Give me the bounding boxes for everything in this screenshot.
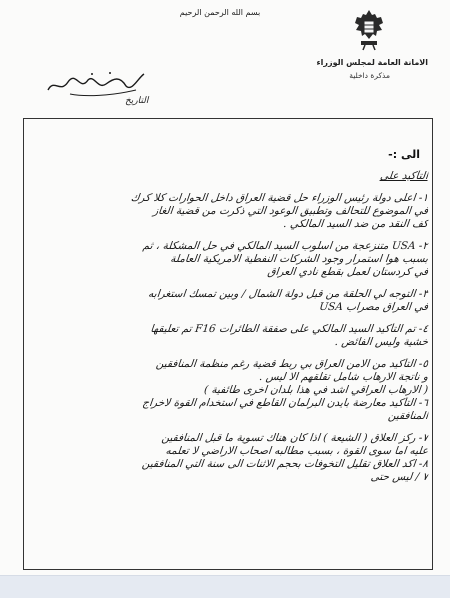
body-line: كف النقد من ضد السيد المالكي .: [282, 218, 429, 230]
body-line: في كردستان لعمل بقطع نادي العراق: [266, 266, 429, 278]
recipient-label: الى :-: [388, 148, 420, 161]
date-label: التاريخ: [125, 96, 149, 106]
basmala-heading: بسم الله الرحمن الرحيم: [179, 8, 261, 17]
document-type: مذكرة داخلية: [349, 71, 390, 80]
body-line: التأكيد على: [379, 170, 429, 182]
body-line: ٣- التوجه لي الحلقة من قبل دولة الشمال / وبين تمسك استغرابه: [147, 288, 429, 300]
body-line: ٧ / ليس حتى: [370, 471, 429, 483]
organization-name: الامانة العامة لمجلس الوزراء: [316, 58, 428, 67]
body-line: ٢- USA متنزعجة من اسلوب السيد المالكي في حل المشكلة ، ثم: [142, 240, 429, 252]
body-line: في الموضوع للتحالف وتطبيق الوعود التي ذكرت من قضية الغاز: [152, 205, 429, 217]
iraqi-eagle-emblem-icon: [352, 6, 386, 52]
body-line: المنافقين: [387, 410, 429, 422]
handwritten-body: [32, 170, 428, 484]
body-line: خشية وليس الفائض .: [334, 336, 429, 348]
body-line: عليه اما سوى القوة ، بسبب مطالبه اصحاب الاراضي لا تعلمه: [164, 445, 429, 457]
body-line: ٤- تم التأكيد السيد المالكي على صفقة الطائرات F16 تم تعليقها: [149, 323, 429, 335]
body-line: ٨- اكد العلاق تقليل التخوفات بحجم الاثنات الى سنة التي المنافقين: [141, 458, 429, 470]
body-line: ٧- ركز العلاق ( الشيعة ) اذا كان هناك تسوية ما قبل المنافقين: [160, 432, 429, 444]
body-line: ( الارهاب العراقي اشد في هذا بلدان اخرى طائفية ): [203, 384, 429, 396]
body-line: ١- اعلى دولة رئيس الوزراء حل قضية العراق داخل الحوارات كلا كرك: [130, 192, 429, 204]
body-line: بسبب هوا استمرار وجود الشركات النفطية الامريكية العاملة: [169, 253, 429, 265]
handwritten-date: [40, 68, 150, 100]
viewer-bottom-bar: [0, 575, 450, 598]
body-line: في العراق مصراب USA: [318, 301, 429, 313]
body-line: ٦- التأكيد معارضة بايدن البرلمان القاطع في استخدام القوة لاخراج: [141, 397, 429, 409]
body-line: و ناتجة الارهاب شامل تقلقهم الا ليس .: [258, 371, 429, 383]
body-line: ٥- التأكيد من الامن العراق بي ربط قضية رغم منظمة المنافقين: [155, 358, 429, 370]
